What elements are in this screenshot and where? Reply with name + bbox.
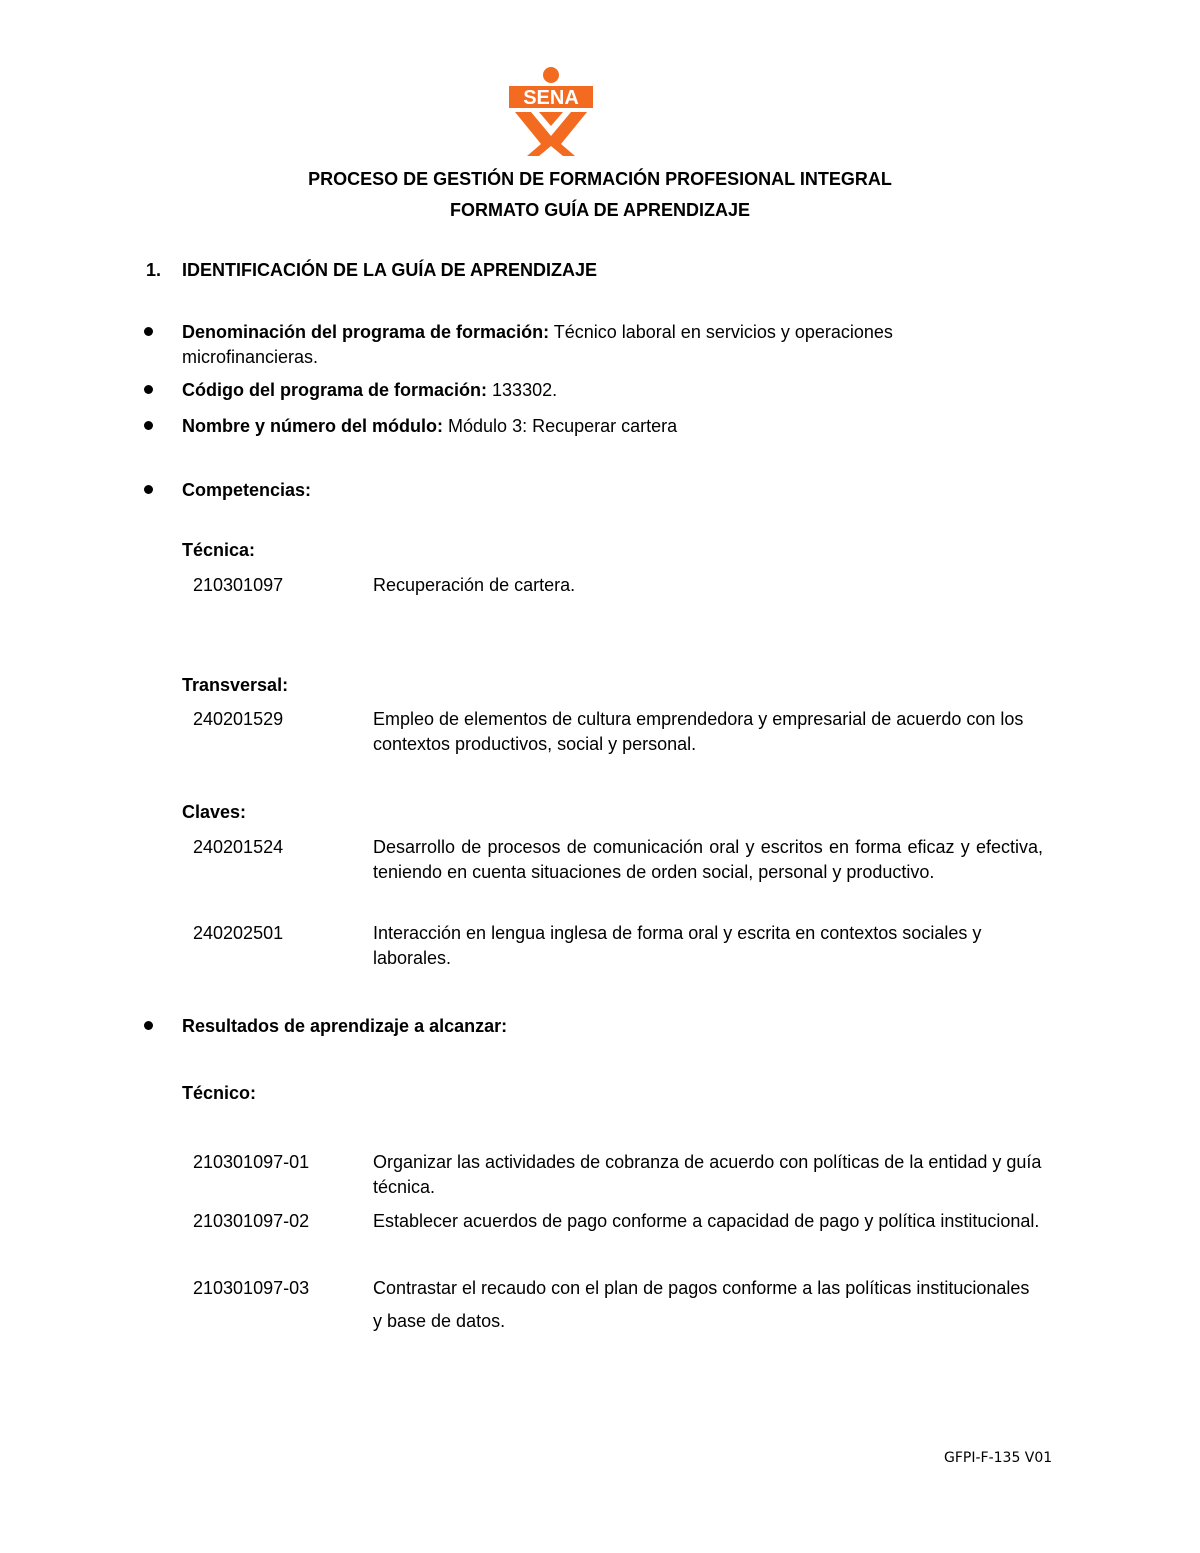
section-title: IDENTIFICACIÓN DE LA GUÍA DE APRENDIZAJE xyxy=(182,260,598,280)
claves-label: Claves: xyxy=(182,802,247,822)
competency-desc: Recuperación de cartera. xyxy=(373,575,576,595)
competency-code: 240201529 xyxy=(193,709,284,729)
logo-text: SENA xyxy=(523,87,579,109)
result-desc: Organizar las actividades de cobranza de acuerdo con políticas de la entidad y guía técnica. xyxy=(373,1152,1042,1197)
tecnico-label: Técnico: xyxy=(182,1083,257,1103)
bullet-dot xyxy=(144,385,153,394)
resultados-label: Resultados de aprendizaje a alcanzar: xyxy=(182,1016,508,1036)
result-code: 210301097-01 xyxy=(193,1152,310,1172)
competency-code: 210301097 xyxy=(193,575,284,595)
bullet-dot xyxy=(144,485,153,494)
logo-head xyxy=(543,67,559,83)
section-heading xyxy=(146,260,597,281)
section-number: 1. xyxy=(146,260,162,280)
tecnica-label: Técnica: xyxy=(182,540,256,560)
result-code: 210301097-03 xyxy=(193,1278,310,1298)
competency-code: 240202501 xyxy=(193,923,284,943)
bullet-dot xyxy=(144,327,153,336)
format-title: FORMATO GUÍA DE APRENDIZAJE xyxy=(449,200,750,220)
bullet-dot xyxy=(144,421,153,430)
program-value: Técnico laboral en servicios y operaciones microfinancieras. xyxy=(182,322,893,367)
result-desc: Establecer acuerdos de pago conforme a capacidad de pago y política institucional. xyxy=(373,1211,1040,1231)
program-label: Denominación del programa de formación: xyxy=(182,322,550,342)
competency-code: 240201524 xyxy=(193,837,284,857)
footer-code: GFPI-F-135 V01 xyxy=(944,1450,1053,1466)
result-code: 210301097-02 xyxy=(193,1211,310,1231)
process-title: PROCESO DE GESTIÓN DE FORMACIÓN PROFESIONAL INTEGRAL xyxy=(308,169,892,189)
competency-desc: Desarrollo de procesos de comunicación oral y escritos en forma eficaz y efectiva, teniendo en cuenta situaciones de orden social, personal y productivo. xyxy=(373,837,1043,882)
bullet-dot xyxy=(144,1021,153,1030)
competencias-label: Competencias: xyxy=(182,480,312,500)
code-label: Código del programa de formación: xyxy=(182,380,488,400)
transversal-label: Transversal: xyxy=(182,675,289,695)
module-label: Nombre y número del módulo: xyxy=(182,416,444,436)
competency-desc: Empleo de elementos de cultura emprendedora y empresarial de acuerdo con los contextos productivos, social y personal. xyxy=(373,709,1024,754)
result-desc: Contrastar el recaudo con el plan de pagos conforme a las políticas institucionales y base de datos. xyxy=(373,1278,1030,1331)
code-value: 133302. xyxy=(487,380,558,400)
module-value: Módulo 3: Recuperar cartera xyxy=(443,416,678,436)
competency-desc: Interacción en lengua inglesa de forma oral y escrita en contextos sociales y laborales. xyxy=(373,923,982,968)
sena-logo xyxy=(505,66,597,156)
